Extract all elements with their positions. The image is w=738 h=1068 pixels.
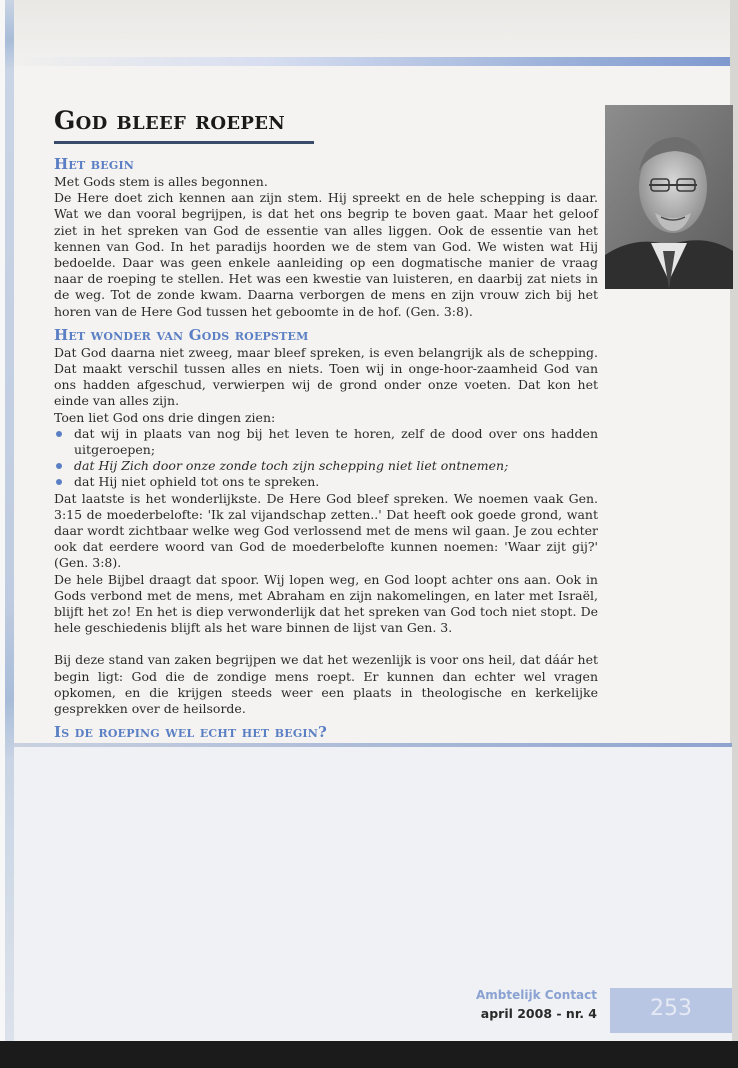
bottom-dark-band bbox=[0, 1041, 738, 1068]
issue-label: april 2008 - nr. 4 bbox=[480, 1006, 597, 1021]
section-heading: Is de roeping wel echt het begin? bbox=[54, 723, 328, 742]
section-heading: Het wonder van Gods roepstem bbox=[54, 325, 309, 344]
paragraph: Dat laatste is het wonderlijkste. De Here God bleef spreken. We noemen vaak Gen. 3:15 de moederbelofte: 'Ik zal vijandschap zetten..' Dat heeft ook goede grond, want daar wordt zichtbaar welke weg God verlossend met de mens wil gaan. Je zou echter ook dat eerdere woord van God de moederbelofte kunnen noemen: 'Waar zijt gij?' (Gen. 3:8). bbox=[54, 490, 598, 571]
top-gradient-rule bbox=[14, 57, 732, 66]
page-number: 253 bbox=[650, 996, 692, 1021]
paragraph-gap bbox=[54, 636, 598, 652]
paragraph: Met Gods stem is alles begonnen. bbox=[54, 174, 268, 189]
top-band bbox=[14, 0, 732, 58]
title-underline bbox=[54, 141, 314, 144]
paragraph: Toen liet God ons drie dingen zien: bbox=[54, 409, 276, 425]
left-color-bar bbox=[5, 0, 14, 1068]
bullet-list bbox=[54, 426, 598, 491]
author-portrait bbox=[605, 105, 733, 289]
paragraph: Bij deze stand van zaken begrijpen we dat het wezenlijk is voor ons heil, dat dáár het begin ligt: God die de zondige mens roept. Er kunnen dan echter wel vragen opkomen, en die krijgen steeds weer een plaats in theologische en kerkelijke gesprekken over de heilsorde. bbox=[54, 652, 598, 717]
portrait-photo bbox=[605, 105, 733, 289]
bullet-item: dat wij in plaats van nog bij het leven te horen, zelf de dood over ons hadden uitgeroepen; bbox=[54, 426, 598, 458]
paragraph: De Here doet zich kennen aan zijn stem. Hij spreekt en de hele schepping is daar. Wat we dan vooral begrijpen, is dat het ons begrip te boven gaat. Maar het geloof ziet in het spreken van God de essentie van alles liggen. Ook de essentie van het kennen van God. In het paradijs hoorden we de stem van God. We wisten wat Hij bedoelde. Daar was geen enkele aanleiding op een dogmatische manier de vraag naar de roeping te stellen. Het was een kwestie van luisteren, en daarbij zat niets in de weg. Tot de zonde kwam. Daarna verborgen de mens en zijn vrouw zich bij het horen van de Here God tussen het geboomte in de hof. (Gen. 3:8). bbox=[54, 190, 598, 319]
bullet-item: dat Hij Zich door onze zonde toch zijn schepping niet liet ontnemen; bbox=[54, 458, 598, 474]
page-title: God bleef roepen bbox=[54, 106, 286, 135]
magazine-name: Ambtelijk Contact bbox=[475, 988, 597, 1002]
paragraph: De hele Bijbel draagt dat spoor. Wij lopen weg, en God loopt achter ons aan. Ook in Gods verbond met de mens, met Abraham en zijn nakomelingen, en later met Israël, blijft het zo! En het is diep verwonderlijk dat het spreken van God toch niet stopt. De hele geschiedenis blijft als het ware binnen de lijst van Gen. 3. bbox=[54, 571, 598, 636]
section-heading: Het begin bbox=[54, 155, 135, 173]
paragraph: Dat God daarna niet zweeg, maar bleef spreken, is even belangrijk als de schepping. Dat maakt verschil tussen alles en niets. Toen wij in onge-hoor-zaamheid God van ons hadden afgeschud, verwierpen wij de grond onder onze voeten. Dat kon het einde van alles zijn. bbox=[54, 344, 598, 409]
bullet-item: dat Hij niet ophield tot ons te spreken. bbox=[54, 474, 598, 490]
